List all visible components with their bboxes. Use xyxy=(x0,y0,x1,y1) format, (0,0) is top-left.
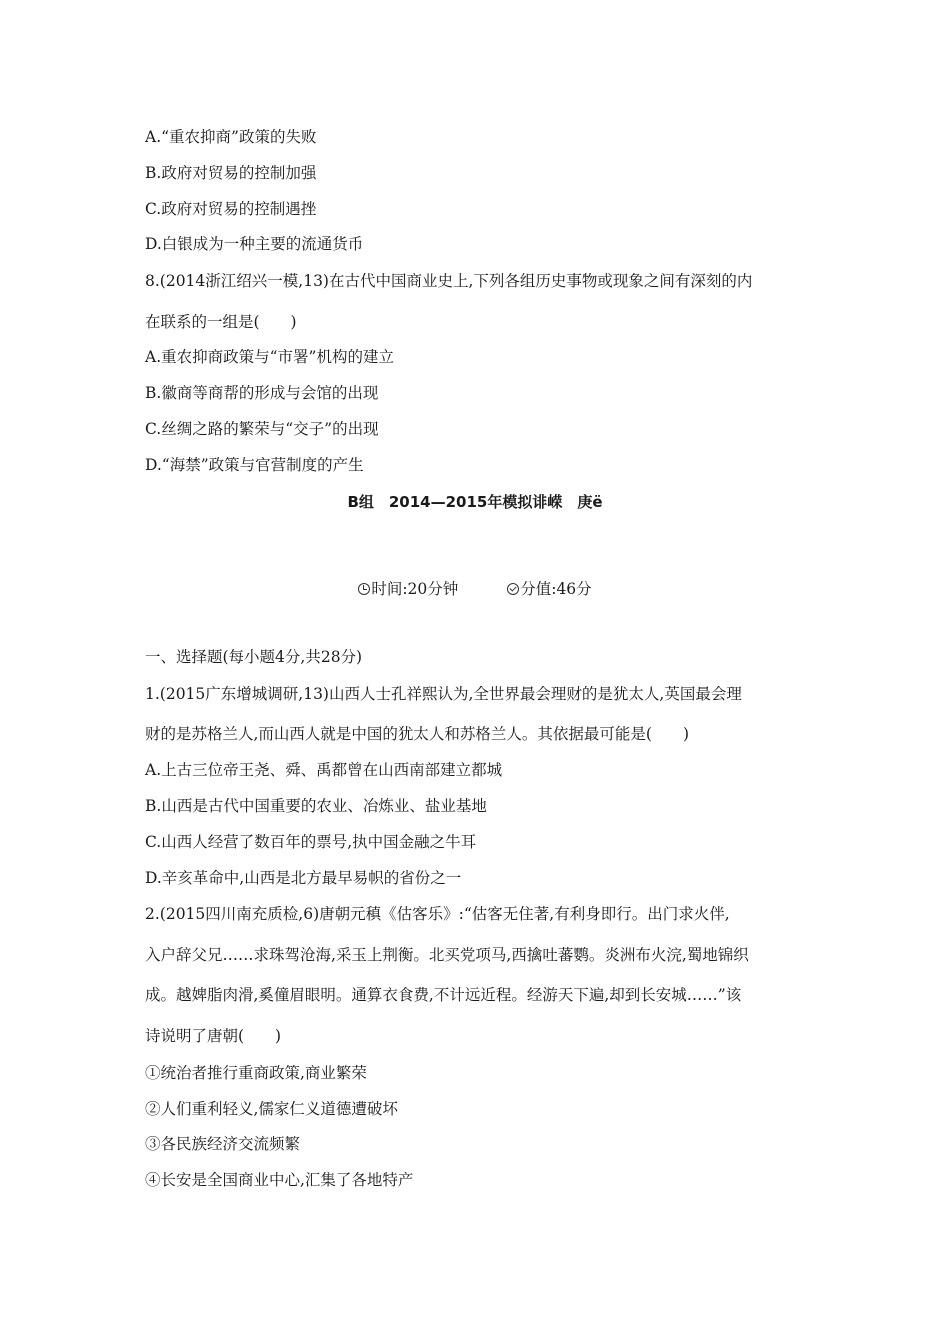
part1-heading: 一、选择题(每小题4分,共28分) xyxy=(145,648,363,666)
q1-option-d: D.辛亥革命中,山西是北方最早易帜的省份之一 xyxy=(145,869,462,887)
q1-option-a: A.上古三位帝王尧、舜、禹都曾在山西南部建立都城 xyxy=(145,761,503,779)
q1-option-b: B.山西是古代中国重要的农业、冶炼业、盐业基地 xyxy=(145,797,487,815)
q2-item-3: ③各民族经济交流频繁 xyxy=(145,1135,301,1153)
q7-option-b: B.政府对贸易的控制加强 xyxy=(145,164,317,182)
q7-option-a: A.“重农抑商”政策的失败 xyxy=(145,128,317,146)
q8-option-c: C.丝绸之路的繁荣与“交子”的出现 xyxy=(145,420,379,438)
time-meta xyxy=(358,579,458,599)
time-label: 时间:20分钟 xyxy=(371,580,459,598)
q1-option-c: C.山西人经营了数百年的票号,执中国金融之牛耳 xyxy=(145,833,477,851)
q7-option-d: D.白银成为一种主要的流通货币 xyxy=(145,235,364,253)
clock-icon xyxy=(358,583,370,595)
q8-option-b: B.徽商等商帮的形成与会馆的出现 xyxy=(145,384,379,402)
q2-stem-line1: 2.(2015四川南充质检,6)唐朝元稹《估客乐》:“估客无住著,有利身即行。出门求火伴, xyxy=(145,905,730,923)
score-label: 分值:46分 xyxy=(520,580,592,598)
q8-stem-line2: 在联系的一组是( ) xyxy=(145,313,297,331)
q2-stem-line4: 诗说明了唐朝( ) xyxy=(145,1027,282,1045)
section-b-title: B组 2014—2015年模拟诽嵘 庚ё xyxy=(347,493,603,511)
q1-stem-line1: 1.(2015广东增城调研,13)山西人士孔祥熙认为,全世界最会理财的是犹太人,英国最会理 xyxy=(145,685,742,703)
q8-option-a: A.重农抑商政策与“市署”机构的建立 xyxy=(145,348,394,366)
score-meta xyxy=(507,579,591,599)
q8-option-d: D.“海禁”政策与官营制度的产生 xyxy=(145,456,364,474)
q1-stem-line2: 财的是苏格兰人,而山西人就是中国的犹太人和苏格兰人。其依据最可能是( ) xyxy=(145,725,690,743)
q7-option-c: C.政府对贸易的控制遇挫 xyxy=(145,200,317,218)
q8-stem-line1: 8.(2014浙江绍兴一模,13)在古代中国商业史上,下列各组历史事物或现象之间有深刻的内 xyxy=(145,272,753,290)
q2-item-1: ①统治者推行重商政策,商业繁荣 xyxy=(145,1064,367,1082)
checkmark-icon xyxy=(507,583,519,595)
q2-stem-line2: 入户辞父兄……求珠驾沧海,采玉上荆衡。北买党项马,西擒吐蕃鹦。炎洲布火浣,蜀地锦织 xyxy=(145,946,749,964)
q2-stem-line3: 成。越婢脂肉滑,奚僮眉眼明。通算衣食费,不计远近程。经游天下遍,却到长安城……”该 xyxy=(145,986,742,1004)
section-b-meta xyxy=(0,579,950,599)
q2-item-2: ②人们重利轻义,儒家仁义道德遭破坏 xyxy=(145,1100,398,1118)
q2-item-4: ④长安是全国商业中心,汇集了各地特产 xyxy=(145,1171,414,1189)
